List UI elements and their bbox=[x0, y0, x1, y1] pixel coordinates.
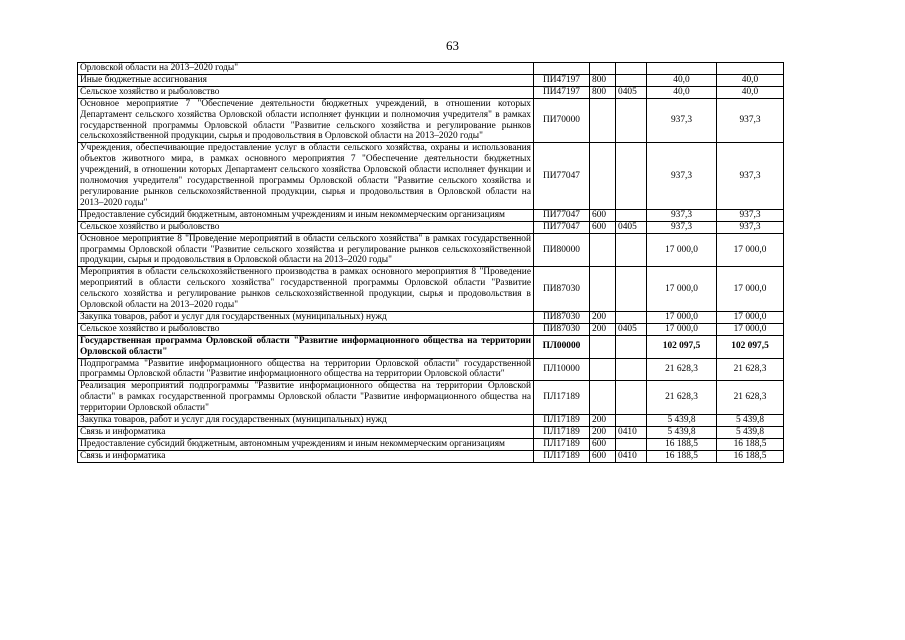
amount-cell-1 bbox=[647, 63, 717, 75]
table-row bbox=[78, 427, 784, 439]
amount-cell-2: 937,3 bbox=[717, 209, 784, 221]
expense-type-cell: 200 bbox=[590, 323, 616, 335]
row-name-cell: Реализация мероприятий подпрограммы "Развитие информационного общества на территории Орловской области" в рамках государственной программы Орловской области "Развитие информационного общества на территории Орловской области" bbox=[78, 381, 534, 415]
expense-type-cell bbox=[590, 358, 616, 381]
amount-cell-2: 5 439,8 bbox=[717, 427, 784, 439]
expense-type-cell: 200 bbox=[590, 415, 616, 427]
expense-type-cell: 600 bbox=[590, 221, 616, 233]
row-name-cell: Сельское хозяйство и рыболовство bbox=[78, 86, 534, 98]
amount-cell-2: 937,3 bbox=[717, 98, 784, 143]
target-code-cell: ПЛ17189 bbox=[534, 438, 590, 450]
row-name-cell: Предоставление субсидий бюджетным, автономным учреждениям и иным некоммерческим организациям bbox=[78, 438, 534, 450]
amount-cell-1: 40,0 bbox=[647, 86, 717, 98]
target-code-cell bbox=[534, 63, 590, 75]
expense-type-cell bbox=[590, 63, 616, 75]
expense-type-cell: 200 bbox=[590, 311, 616, 323]
target-code-cell: ПИ87030 bbox=[534, 267, 590, 312]
expense-type-cell bbox=[590, 267, 616, 312]
amount-cell-1: 21 628,3 bbox=[647, 381, 717, 415]
amount-cell-2: 17 000,0 bbox=[717, 323, 784, 335]
expense-type-cell: 600 bbox=[590, 450, 616, 462]
expense-type-cell: 800 bbox=[590, 86, 616, 98]
amount-cell-1: 40,0 bbox=[647, 74, 717, 86]
amount-cell-2: 937,3 bbox=[717, 221, 784, 233]
amount-cell-1: 16 188,5 bbox=[647, 438, 717, 450]
target-code-cell: ПИ87030 bbox=[534, 323, 590, 335]
target-code-cell: ПЛ17189 bbox=[534, 450, 590, 462]
section-code-cell bbox=[616, 335, 647, 358]
expense-type-cell bbox=[590, 233, 616, 267]
expense-type-cell: 800 bbox=[590, 74, 616, 86]
section-code-cell bbox=[616, 143, 647, 209]
amount-cell-2 bbox=[717, 63, 784, 75]
expense-type-cell: 600 bbox=[590, 209, 616, 221]
table-row bbox=[78, 86, 784, 98]
table-row bbox=[78, 267, 784, 312]
section-code-cell bbox=[616, 209, 647, 221]
row-name-cell: Орловской области на 2013–2020 годы" bbox=[78, 63, 534, 75]
section-code-cell: 0405 bbox=[616, 86, 647, 98]
section-code-cell bbox=[616, 415, 647, 427]
table-row bbox=[78, 381, 784, 415]
table-row bbox=[78, 311, 784, 323]
amount-cell-2: 21 628,3 bbox=[717, 358, 784, 381]
row-name-cell: Связь и информатика bbox=[78, 450, 534, 462]
row-name-cell: Иные бюджетные ассигнования bbox=[78, 74, 534, 86]
table-row bbox=[78, 98, 784, 143]
target-code-cell: ПИ87030 bbox=[534, 311, 590, 323]
target-code-cell: ПИ77047 bbox=[534, 221, 590, 233]
target-code-cell: ПЛ17189 bbox=[534, 415, 590, 427]
table-row bbox=[78, 233, 784, 267]
row-name-cell: Закупка товаров, работ и услуг для государственных (муниципальных) нужд bbox=[78, 311, 534, 323]
amount-cell-2: 937,3 bbox=[717, 143, 784, 209]
amount-cell-2: 17 000,0 bbox=[717, 233, 784, 267]
budget-table-body bbox=[78, 63, 784, 463]
row-name-cell: Учреждения, обеспечивающие предоставление услуг в области сельского хозяйства, охраны и использования объектов животного мира, в рамках основного мероприятия 7 "Обеспечение деятельности бюджетных учреждений, в отношении которых Департамент сельского хозяйства Орловской области исполняет функции и полномочия учредителя" государственной программы Орловской области "Развитие сельского хозяйства и регулирование рынков сельскохозяйственной продукции, сырья и продовольствия в Орловской области на 2013–2020 годы" bbox=[78, 143, 534, 209]
expense-type-cell bbox=[590, 381, 616, 415]
row-name-cell: Сельское хозяйство и рыболовство bbox=[78, 323, 534, 335]
section-code-cell: 0410 bbox=[616, 450, 647, 462]
section-code-cell bbox=[616, 267, 647, 312]
table-row bbox=[78, 63, 784, 75]
section-code-cell bbox=[616, 98, 647, 143]
row-name-cell: Подпрограмма "Развитие информационного общества на территории Орловской области" государственной программы Орловской области "Развитие информационного общества на территории Орловской области" bbox=[78, 358, 534, 381]
row-name-cell: Государственная программа Орловской области "Развитие информационного общества на территории Орловской области" bbox=[78, 335, 534, 358]
target-code-cell: ПЛ10000 bbox=[534, 358, 590, 381]
section-code-cell bbox=[616, 358, 647, 381]
target-code-cell: ПИ77047 bbox=[534, 209, 590, 221]
section-code-cell bbox=[616, 381, 647, 415]
target-code-cell: ПИ47197 bbox=[534, 86, 590, 98]
target-code-cell: ПЛ00000 bbox=[534, 335, 590, 358]
expense-type-cell: 600 bbox=[590, 438, 616, 450]
amount-cell-1: 937,3 bbox=[647, 98, 717, 143]
amount-cell-1: 17 000,0 bbox=[647, 267, 717, 312]
amount-cell-1: 17 000,0 bbox=[647, 233, 717, 267]
amount-cell-2: 40,0 bbox=[717, 74, 784, 86]
table-row bbox=[78, 450, 784, 462]
amount-cell-1: 937,3 bbox=[647, 143, 717, 209]
amount-cell-1: 21 628,3 bbox=[647, 358, 717, 381]
page-number: 63 bbox=[446, 38, 459, 53]
row-name-cell: Основное мероприятие 8 "Проведение мероприятий в области сельского хозяйства" в рамках государственной программы Орловской области "Развитие сельского хозяйства и регулирование рынков сельскохозяйственной продукции, сырья и продовольствия в Орловской области на 2013–2020 годы" bbox=[78, 233, 534, 267]
amount-cell-2: 16 188,5 bbox=[717, 450, 784, 462]
row-name-cell: Связь и информатика bbox=[78, 427, 534, 439]
amount-cell-1: 17 000,0 bbox=[647, 311, 717, 323]
amount-cell-2: 17 000,0 bbox=[717, 311, 784, 323]
amount-cell-1: 16 188,5 bbox=[647, 450, 717, 462]
target-code-cell: ПИ70000 bbox=[534, 98, 590, 143]
target-code-cell: ПЛ17189 bbox=[534, 381, 590, 415]
amount-cell-2: 5 439,8 bbox=[717, 415, 784, 427]
table-row bbox=[78, 221, 784, 233]
amount-cell-2: 102 097,5 bbox=[717, 335, 784, 358]
row-name-cell: Предоставление субсидий бюджетным, автономным учреждениям и иным некоммерческим организациям bbox=[78, 209, 534, 221]
amount-cell-1: 102 097,5 bbox=[647, 335, 717, 358]
amount-cell-1: 937,3 bbox=[647, 209, 717, 221]
target-code-cell: ПИ77047 bbox=[534, 143, 590, 209]
table-row bbox=[78, 74, 784, 86]
section-code-cell bbox=[616, 63, 647, 75]
expense-type-cell bbox=[590, 143, 616, 209]
expense-type-cell: 200 bbox=[590, 427, 616, 439]
table-row bbox=[78, 335, 784, 358]
table-row bbox=[78, 358, 784, 381]
table-row bbox=[78, 415, 784, 427]
table-row bbox=[78, 323, 784, 335]
amount-cell-1: 5 439,8 bbox=[647, 415, 717, 427]
row-name-cell: Мероприятия в области сельскохозяйственного производства в рамках основного мероприятия 8 "Проведение мероприятий в области сельского хозяйства" государственной программы Орловской области "Развитие сельского хозяйства и регулирование рынков сельскохозяйственной продукции, сырья и продовольствия в Орловской области на 2013–2020 годы" bbox=[78, 267, 534, 312]
section-code-cell: 0405 bbox=[616, 221, 647, 233]
table-row bbox=[78, 143, 784, 209]
expense-type-cell bbox=[590, 98, 616, 143]
section-code-cell bbox=[616, 74, 647, 86]
section-code-cell: 0410 bbox=[616, 427, 647, 439]
amount-cell-2: 21 628,3 bbox=[717, 381, 784, 415]
amount-cell-2: 16 188,5 bbox=[717, 438, 784, 450]
row-name-cell: Основное мероприятие 7 "Обеспечение деятельности бюджетных учреждений, в отношении которых Департамент сельского хозяйства Орловской области исполняет функции и полномочия учредителя" в рамках государственной программы Орловской области "Развитие сельского хозяйства и регулирование рынков сельскохозяйственной продукции, сырья и продовольствия в Орловской области на 2013–2020 годы" bbox=[78, 98, 534, 143]
target-code-cell: ПИ47197 bbox=[534, 74, 590, 86]
row-name-cell: Закупка товаров, работ и услуг для государственных (муниципальных) нужд bbox=[78, 415, 534, 427]
section-code-cell bbox=[616, 438, 647, 450]
target-code-cell: ПЛ17189 bbox=[534, 427, 590, 439]
row-name-cell: Сельское хозяйство и рыболовство bbox=[78, 221, 534, 233]
amount-cell-2: 17 000,0 bbox=[717, 267, 784, 312]
expense-type-cell bbox=[590, 335, 616, 358]
amount-cell-1: 937,3 bbox=[647, 221, 717, 233]
target-code-cell: ПИ80000 bbox=[534, 233, 590, 267]
section-code-cell bbox=[616, 233, 647, 267]
amount-cell-1: 5 439,8 bbox=[647, 427, 717, 439]
table-row bbox=[78, 209, 784, 221]
section-code-cell bbox=[616, 311, 647, 323]
section-code-cell: 0405 bbox=[616, 323, 647, 335]
amount-cell-2: 40,0 bbox=[717, 86, 784, 98]
amount-cell-1: 17 000,0 bbox=[647, 323, 717, 335]
budget-table bbox=[77, 62, 784, 463]
table-row bbox=[78, 438, 784, 450]
